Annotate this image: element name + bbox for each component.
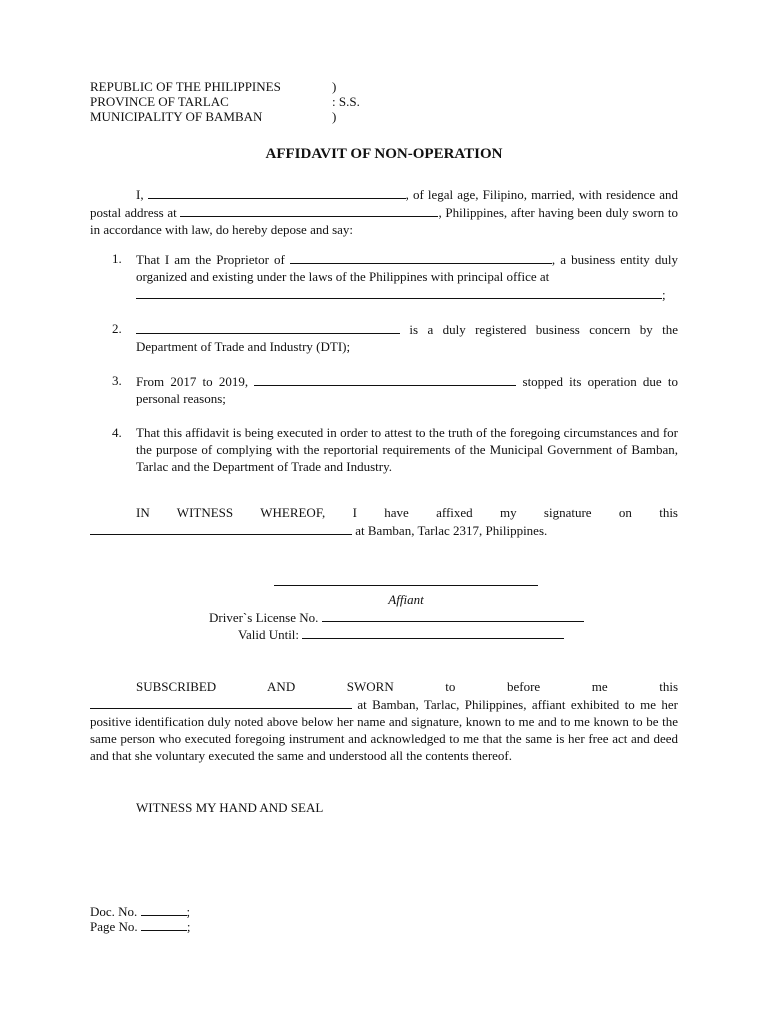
venue-republic-paren: ) — [332, 79, 337, 94]
jurat-text-b: at Bamban, Tarlac, Philippines, affiant exhibited to me her positive identification duly noted above below her name and signature, known to me and to me known to be the same person who executed foregoing instrument and acknowledged to me that the same is her free act and deed and that she voluntary executed the same and understood all the contents thereof. — [90, 697, 678, 763]
item-2-text: is a duly registered business concern by the Department of Trade and Industry (DTI); — [136, 322, 678, 354]
affiant-signature-line[interactable] — [274, 575, 538, 586]
jurat-date-blank[interactable] — [90, 695, 352, 709]
jurat-body — [90, 695, 678, 764]
venue-line-municipality — [90, 109, 410, 124]
intro-text-b: , of legal age, Filipino, married, with residence and postal address at — [90, 187, 678, 220]
license-label: Driver`s License No. — [209, 610, 322, 625]
item-1-text-c: ; — [662, 287, 666, 302]
residence-address-blank[interactable] — [180, 203, 438, 217]
witness-line-2 — [90, 521, 678, 539]
venue-province-text: PROVINCE OF TARLAC — [90, 94, 229, 109]
business-stopped-blank[interactable] — [254, 372, 516, 386]
venue-municipality-text: MUNICIPALITY OF BAMBAN — [90, 109, 263, 124]
valid-until-label: Valid Until: — [238, 627, 303, 642]
hand-and-seal: WITNESS MY HAND AND SEAL — [136, 800, 324, 815]
witness-text-a: IN WITNESS WHEREOF, I have affixed my signature on this — [136, 505, 678, 520]
intro-paragraph — [90, 185, 678, 238]
page-number-blank[interactable] — [141, 918, 187, 931]
license-number-blank[interactable] — [322, 608, 584, 622]
business-name-blank[interactable] — [290, 250, 552, 264]
doc-number-end: ; — [186, 904, 191, 919]
item-3-text-a: From 2017 to 2019, — [136, 374, 255, 389]
affiant-name-blank[interactable] — [148, 185, 406, 199]
item-1-text-b: , a business entity duly organized and existing under the laws of the Philippines with principal office at — [136, 252, 678, 284]
jurat-paragraph — [90, 678, 678, 764]
list-item — [90, 320, 678, 355]
venue-block — [90, 79, 410, 124]
valid-until-blank[interactable] — [302, 625, 564, 639]
doc-number-label: Doc. No. — [90, 904, 141, 919]
intro-text-a: I, — [136, 187, 148, 202]
item-body — [136, 250, 678, 303]
item-number: 2. — [112, 321, 122, 336]
item-number: 4. — [112, 425, 122, 440]
witness-text-b: at Bamban, Tarlac 2317, Philippines. — [352, 523, 548, 538]
venue-ss-mark: : S.S. — [332, 94, 360, 109]
principal-office-blank[interactable] — [136, 285, 662, 299]
venue-line-province — [90, 94, 410, 109]
registered-business-blank[interactable] — [136, 320, 400, 334]
venue-line-republic — [90, 79, 410, 94]
doc-number-blank[interactable] — [141, 903, 187, 916]
item-3-text-b: stopped its operation due to personal reasons; — [136, 374, 678, 406]
venue-republic-text: REPUBLIC OF THE PHILIPPINES — [90, 79, 281, 94]
jurat-text-a: SUBSCRIBED AND SWORN to before me this — [136, 679, 678, 694]
list-item — [90, 372, 678, 407]
document-title: AFFIDAVIT OF NON-OPERATION — [265, 146, 503, 162]
witness-paragraph — [90, 504, 678, 539]
affiant-caption: Affiant — [388, 592, 424, 607]
signing-date-blank[interactable] — [90, 521, 352, 535]
intro-text-c: , Philippines, after having been duly sworn to in accordance with law, do hereby depose and say: — [90, 205, 679, 237]
page-number-end: ; — [186, 919, 191, 934]
list-item — [90, 250, 678, 303]
license-row — [209, 608, 584, 626]
page-number-row — [90, 918, 191, 935]
venue-municipality-paren: ) — [332, 109, 337, 124]
item-body — [136, 320, 678, 355]
valid-until-row — [238, 625, 564, 643]
item-number: 3. — [112, 373, 122, 388]
item-1-text-a: That I am the Proprietor of — [136, 252, 290, 267]
item-body — [136, 372, 678, 407]
page-number-label: Page No. — [90, 919, 141, 934]
list-item — [90, 424, 678, 475]
item-number: 1. — [112, 251, 122, 266]
item-body: That this affidavit is being executed in order to attest to the truth of the foregoing circumstances and for the purpose of complying with the reportorial requirements of the Municipal Government of Bamban, Tarlac and the Department of Trade and Industry. — [136, 425, 678, 474]
